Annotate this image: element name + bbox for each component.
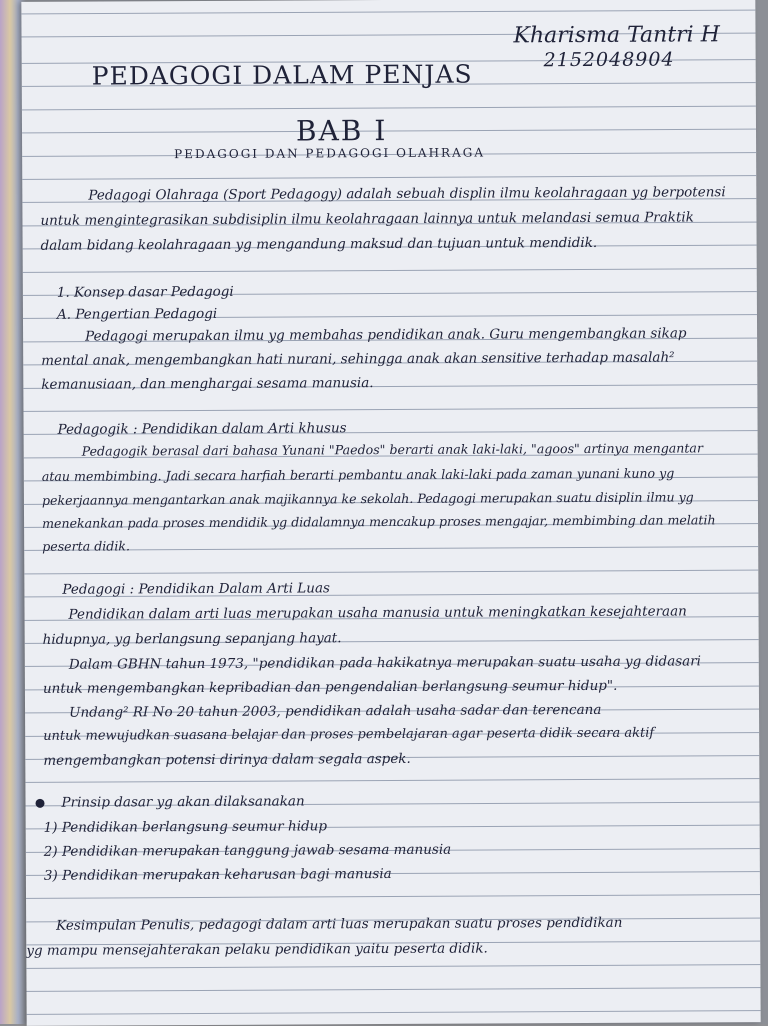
conclusion-line: yg mampu mensejahterakan pelaku pendidikan yaitu peserta didik. xyxy=(26,940,488,959)
author-name: Kharisma Tantri H xyxy=(513,22,720,49)
intro-line: Pedagogi Olahraga (Sport Pedagogy) adalah sebuah displin ilmu keolahragaan yg berpotensi xyxy=(88,184,726,204)
list-item: 2) Pendidikan merupakan tanggung jawab sesama manusia xyxy=(43,841,452,860)
paragraph-line: kemanusiaan, dan menghargai sesama manusia. xyxy=(41,375,374,393)
paragraph-line: Dalam GBHN tahun 1973, "pendidikan pada hakikatnya merupakan suatu usaha yg didasari xyxy=(68,653,702,673)
section-subheading: A. Pengertian Pedagogi xyxy=(56,305,218,323)
student-id: 2152048904 xyxy=(543,48,675,72)
conclusion-line: Kesimpulan Penulis, pedagogi dalam arti luas merupakan suatu proses pendidikan xyxy=(56,914,623,934)
paragraph-line: mental anak, mengembangkan hati nurani, sehingga anak akan sensitive terhadap masalah² xyxy=(41,349,675,369)
paragraph-line: peserta didik. xyxy=(42,538,131,554)
paragraph-line: hidupnya, yg berlangsung sepanjang hayat. xyxy=(42,630,342,648)
section-heading: Pedagogik : Pendidikan dalam Arti khusus xyxy=(57,420,347,438)
paragraph-line: mengembangkan potensi dirinya dalam segala aspek. xyxy=(43,750,411,769)
intro-line: dalam bidang keolahragaan yg mengandung maksud dan tujuan untuk mendidik. xyxy=(40,234,598,254)
paragraph-line: untuk mewujudkan suasana belajar dan proses pembelajaran agar peserta didik secara aktif xyxy=(43,725,655,744)
paragraph-line: Pedagogik berasal dari bahasa Yunani "Paedos" berarti anak laki-laki, "agoos" artinya mengantar xyxy=(81,440,703,459)
bullet-icon xyxy=(35,799,44,808)
section-heading: 1. Konsep dasar Pedagogi xyxy=(56,283,234,301)
chapter-subtitle: PEDAGOGI DAN PEDAGOGI OLAHRAGA xyxy=(174,145,486,162)
paragraph-line: Pedagogi merupakan ilmu yg membahas pendidikan anak. Guru mengembangkan sikap xyxy=(85,325,687,345)
paragraph-line: untuk mengembangkan kepribadian dan pengendalian berlangsung seumur hidup". xyxy=(42,677,618,697)
section-heading: Pedagogi : Pendidikan Dalam Arti Luas xyxy=(62,580,330,598)
intro-line: untuk mengintegrasikan subdisiplin ilmu keolahragaan lainnya untuk melandasi semua Praktik xyxy=(40,209,694,229)
paragraph-line: Pendidikan dalam arti luas merupakan usaha manusia untuk meningkatkan kesejahteraan xyxy=(68,603,687,623)
paragraph-line: atau membimbing. Jadi secara harfiah berarti pembantu anak laki-laki pada zaman yunani kuno yg xyxy=(41,465,675,484)
list-item: 1) Pendidikan berlangsung seumur hidup xyxy=(43,818,328,836)
paragraph-line: Undang² RI No 20 tahun 2003, pendidikan adalah usaha sadar dan terencana xyxy=(69,701,602,721)
paragraph-line: pekerjaannya mengantarkan anak majikannya ke sekolah. Pedagogi merupakan suatu disiplin ilmu yg xyxy=(41,489,694,508)
page-title: PEDAGOGI DALAM PENJAS xyxy=(91,59,473,91)
notebook-page xyxy=(21,0,760,1026)
principles-heading: Prinsip dasar yg akan dilaksanakan xyxy=(61,793,305,811)
chapter-heading: BAB I xyxy=(295,114,388,148)
paragraph-line: menekankan pada proses mendidik yg didalamnya mencakup proses mengajar, membimbing dan melatih xyxy=(42,512,716,531)
list-item: 3) Pendidikan merupakan keharusan bagi manusia xyxy=(43,866,392,884)
